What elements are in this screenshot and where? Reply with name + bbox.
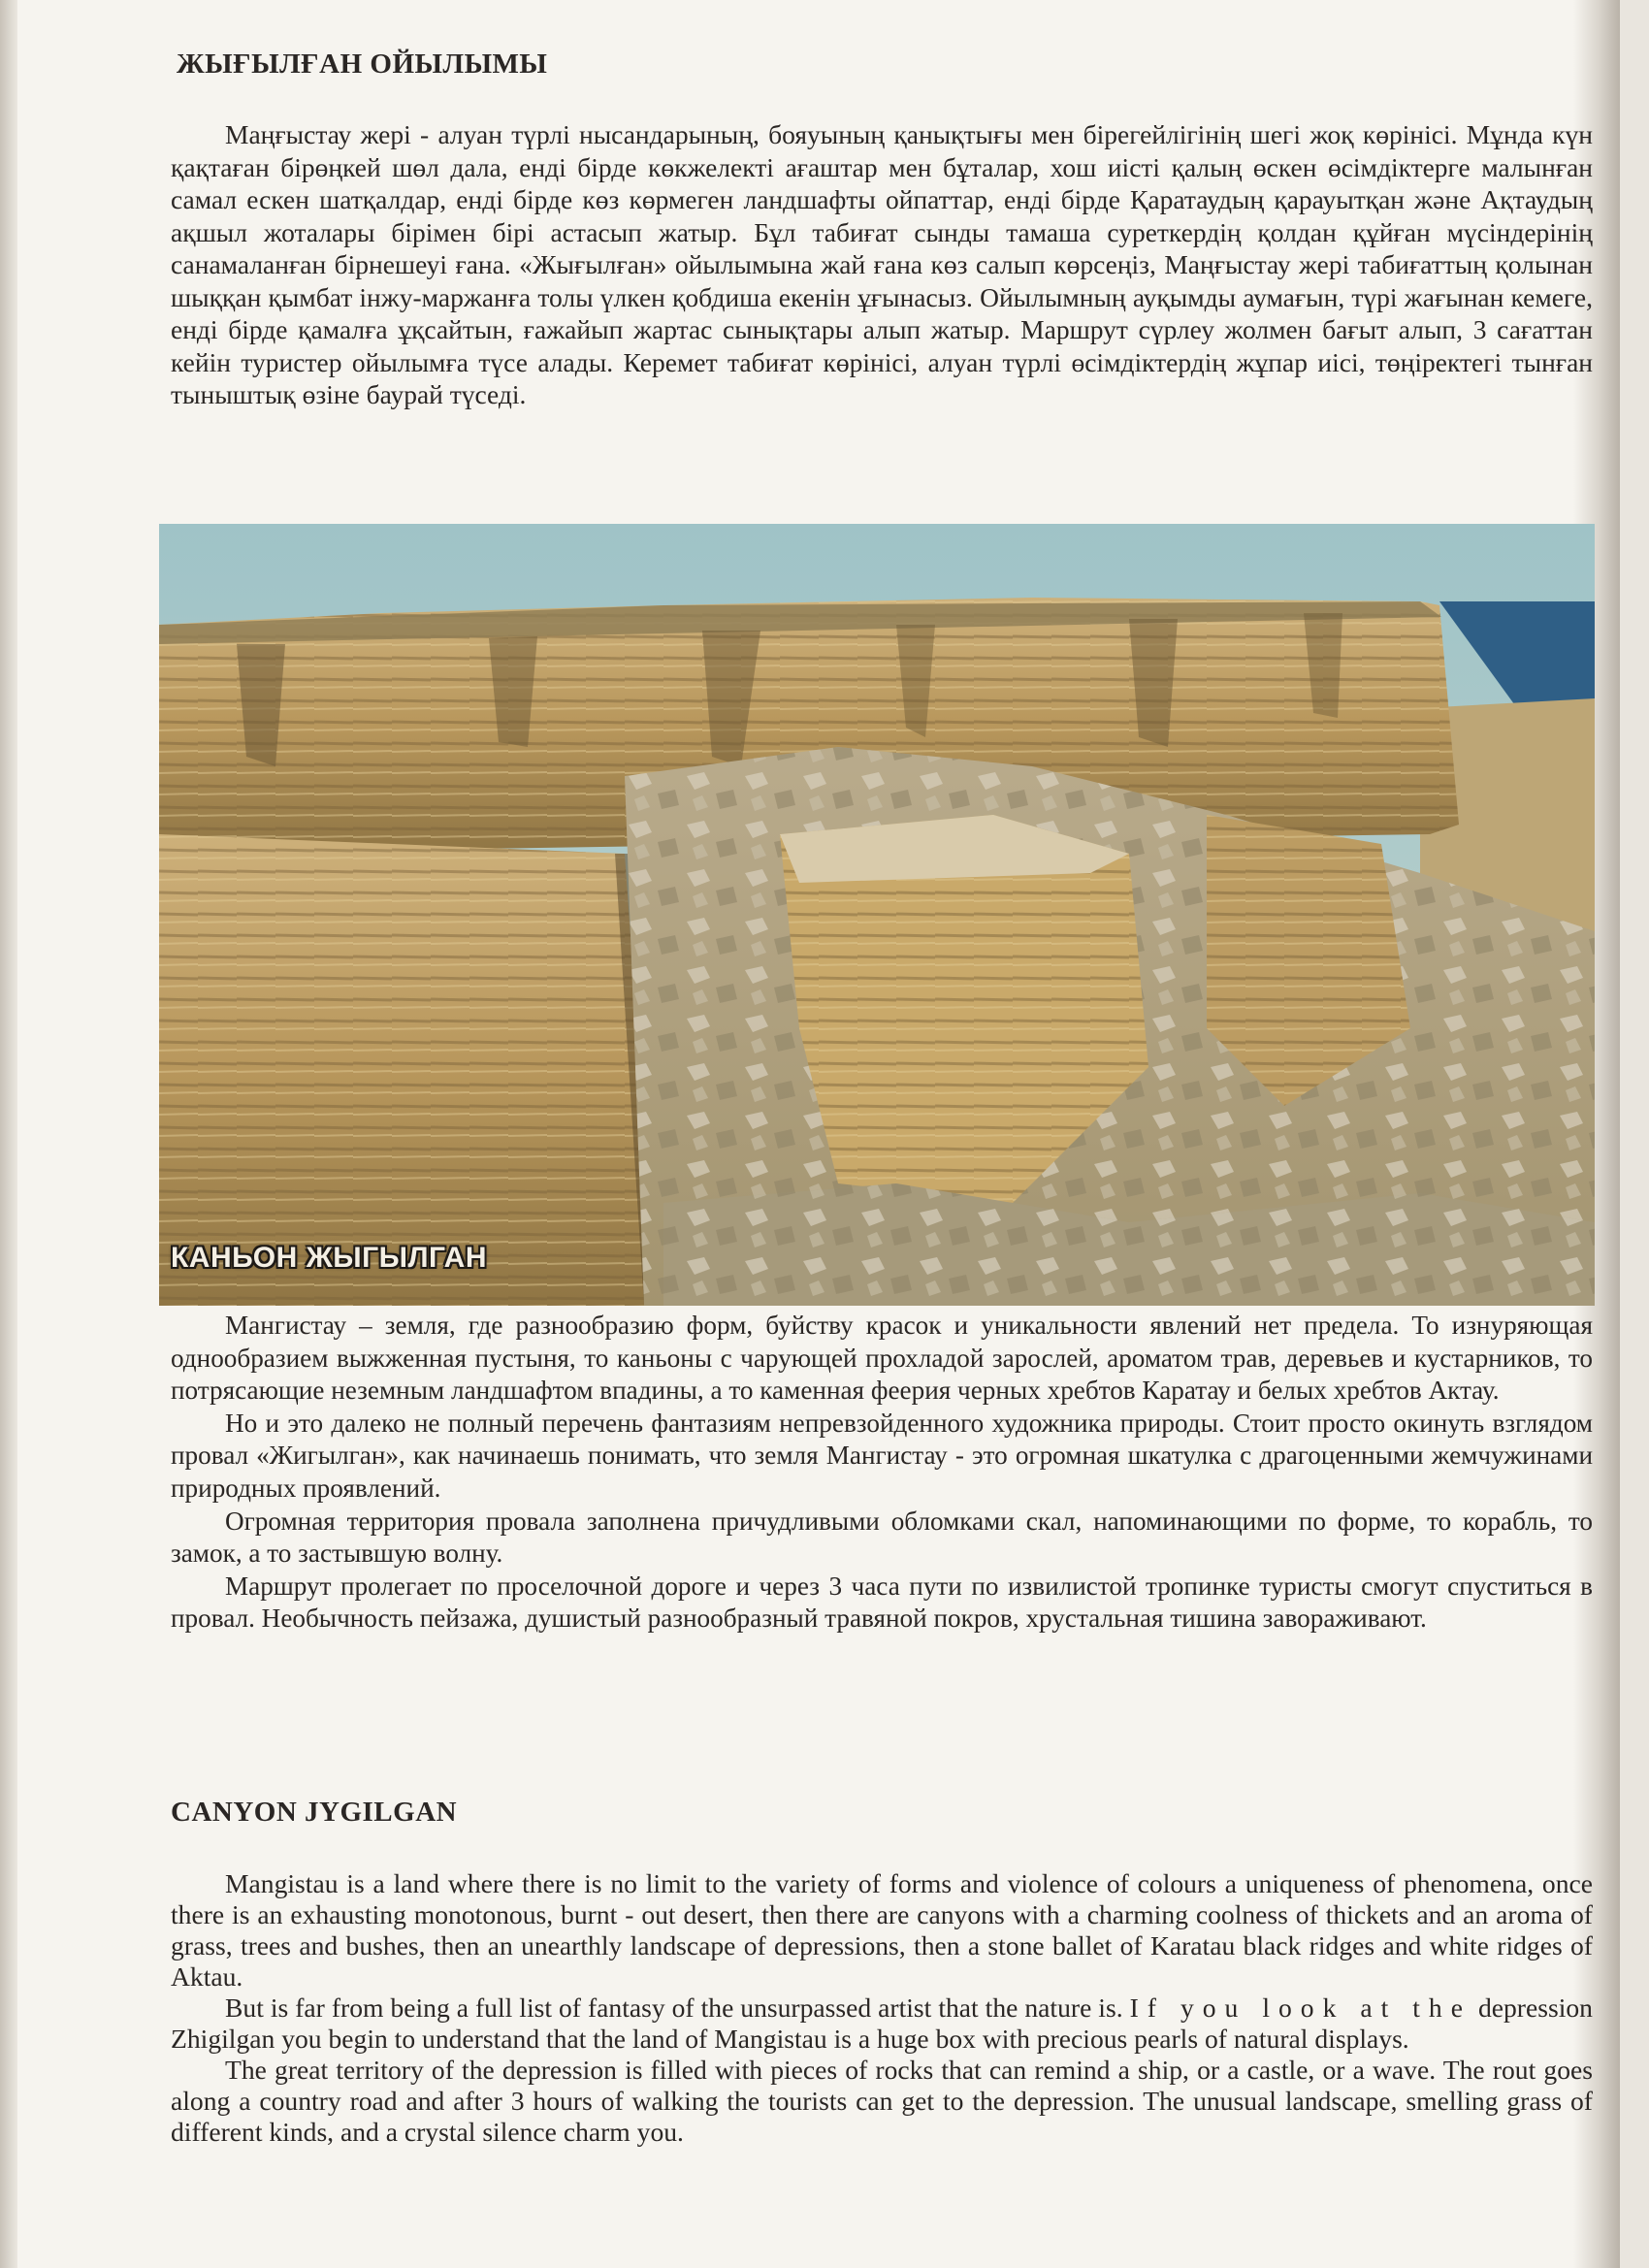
kazakh-title: ЖЫҒЫЛҒАН ОЙЫЛЫМЫ <box>177 49 548 80</box>
english-text-block <box>171 1868 1593 2148</box>
russian-paragraph-3: Огромная территория провала заполнена причудливыми обломками скал, напоминающими по форме, то корабль, то замок, а то застывшую волну. <box>171 1506 1593 1569</box>
english-paragraph-2-end: depression Zhigilgan you begin to understand that the land of Mangistau is a huge box with precious pearls of natural displays. <box>171 1993 1593 2054</box>
kazakh-paragraph: Маңғыстау жері - алуан түрлі нысандарының, бояуының қанықтығы мен бірегейлігінің шегі жоқ көрінісі. Мұнда күн қақтаған бірөңкей шөл дала, енді бірде көкжелекті ағаштар мен бұталар, хош иісті қалың өскен өсімдіктерге малынған самал ескен шатқалдар, енді бірде көз көрмеген ландшафты ойпаттар, енді бірде Қаратаудың қарауытқан және Ақтаудың ақшыл жоталары бірімен бірі астасып жатыр. Бұл табиғат сынды тамаша суреткердің қолдан құйған мүсіндерінің санамаланған бірнешеуі ғана. «Жығылған» ойылымына жай ғана көз салып көрсеңіз, Маңғыстау жері табиғаттың қолынан шыққан қымбат інжу-маржанға толы үлкен қобдиша екенін ұғынасыз. Ойылымның ауқымды аумағын, түрі жағынан кемеге, енді бірде қамалға ұқсайтын, ғажайып жартас сынықтары алып жатыр. Маршрут сүрлеу жолмен бағыт алып, 3 сағаттан кейін туристер ойылымға түсе алады. Керемет табиғат көрінісі, алуан түрлі өсімдіктердің жұпар иісі, төңіректегі тынған тыныштық өзіне баурай түседі. <box>171 119 1593 409</box>
english-paragraph-2-spaced: If you look at the <box>1129 1993 1471 2023</box>
english-title: CANYON JYGILGAN <box>171 1797 458 1828</box>
canyon-photo <box>159 524 1595 1306</box>
kazakh-text-block <box>171 118 1593 411</box>
russian-paragraph-1: Мангистау – земля, где разнообразию форм, буйству красок и уникальности явлений нет предела. То изнуряющая однообразием выжженная пустыня, то каньоны с чарующей прохладой зарослей, ароматом трав, деревьев и кустарников, то потрясающие неземным ландшафтом впадины, а то каменная феерия черных хребтов Каратау и белых хребтов Актау. <box>171 1311 1593 1406</box>
photo-caption: КАНЬОН ЖЫГЫЛГАН <box>171 1242 488 1274</box>
english-paragraph-2-start: But is far from being a full list of fantasy of the unsurpassed artist that the nature is. <box>225 1993 1123 2023</box>
english-paragraph-3: The great territory of the depression is filled with pieces of rocks that can remind a ship, or a castle, or a wave. The rout goes along a country road and after 3 hours of walking the tourists can get to the depression. The unusual landscape, smelling grass of different kinds, and a crystal silence charm you. <box>171 2055 1593 2147</box>
russian-paragraph-4: Маршрут пролегает по проселочной дороге и через 3 часа пути по извилистой тропинке туристы смогут спуститься в провал. Необычность пейзажа, душистый разнообразный травяной покров, хрустальная тишина завораживают. <box>171 1571 1593 1634</box>
page <box>17 0 1620 2268</box>
english-paragraph-1: Mangistau is a land where there is no limit to the variety of forms and violence of colours a uniqueness of phenomena, once there is an exhausting monotonous, burnt - out desert, then there are canyons with a charming coolness of thickets and an aroma of grass, trees and bushes, then an unearthly landscape of depressions, then a stone ballet of Karatau black ridges and white ridges of Aktau. <box>171 1868 1593 1992</box>
page-gutter-shadow <box>0 0 17 2268</box>
canyon-photo-image <box>159 524 1595 1306</box>
russian-paragraph-2: Но и это далеко не полный перечень фантазиям непревзойденного художника природы. Стоит просто окинуть взглядом провал «Жигылган», как начинаешь понимать, что земля Мангистау - это огромная шкатулка с драгоценными жемчужинами природных проявлений. <box>171 1408 1593 1503</box>
russian-text-block <box>171 1310 1593 1636</box>
english-paragraph-2 <box>171 1993 1593 2055</box>
